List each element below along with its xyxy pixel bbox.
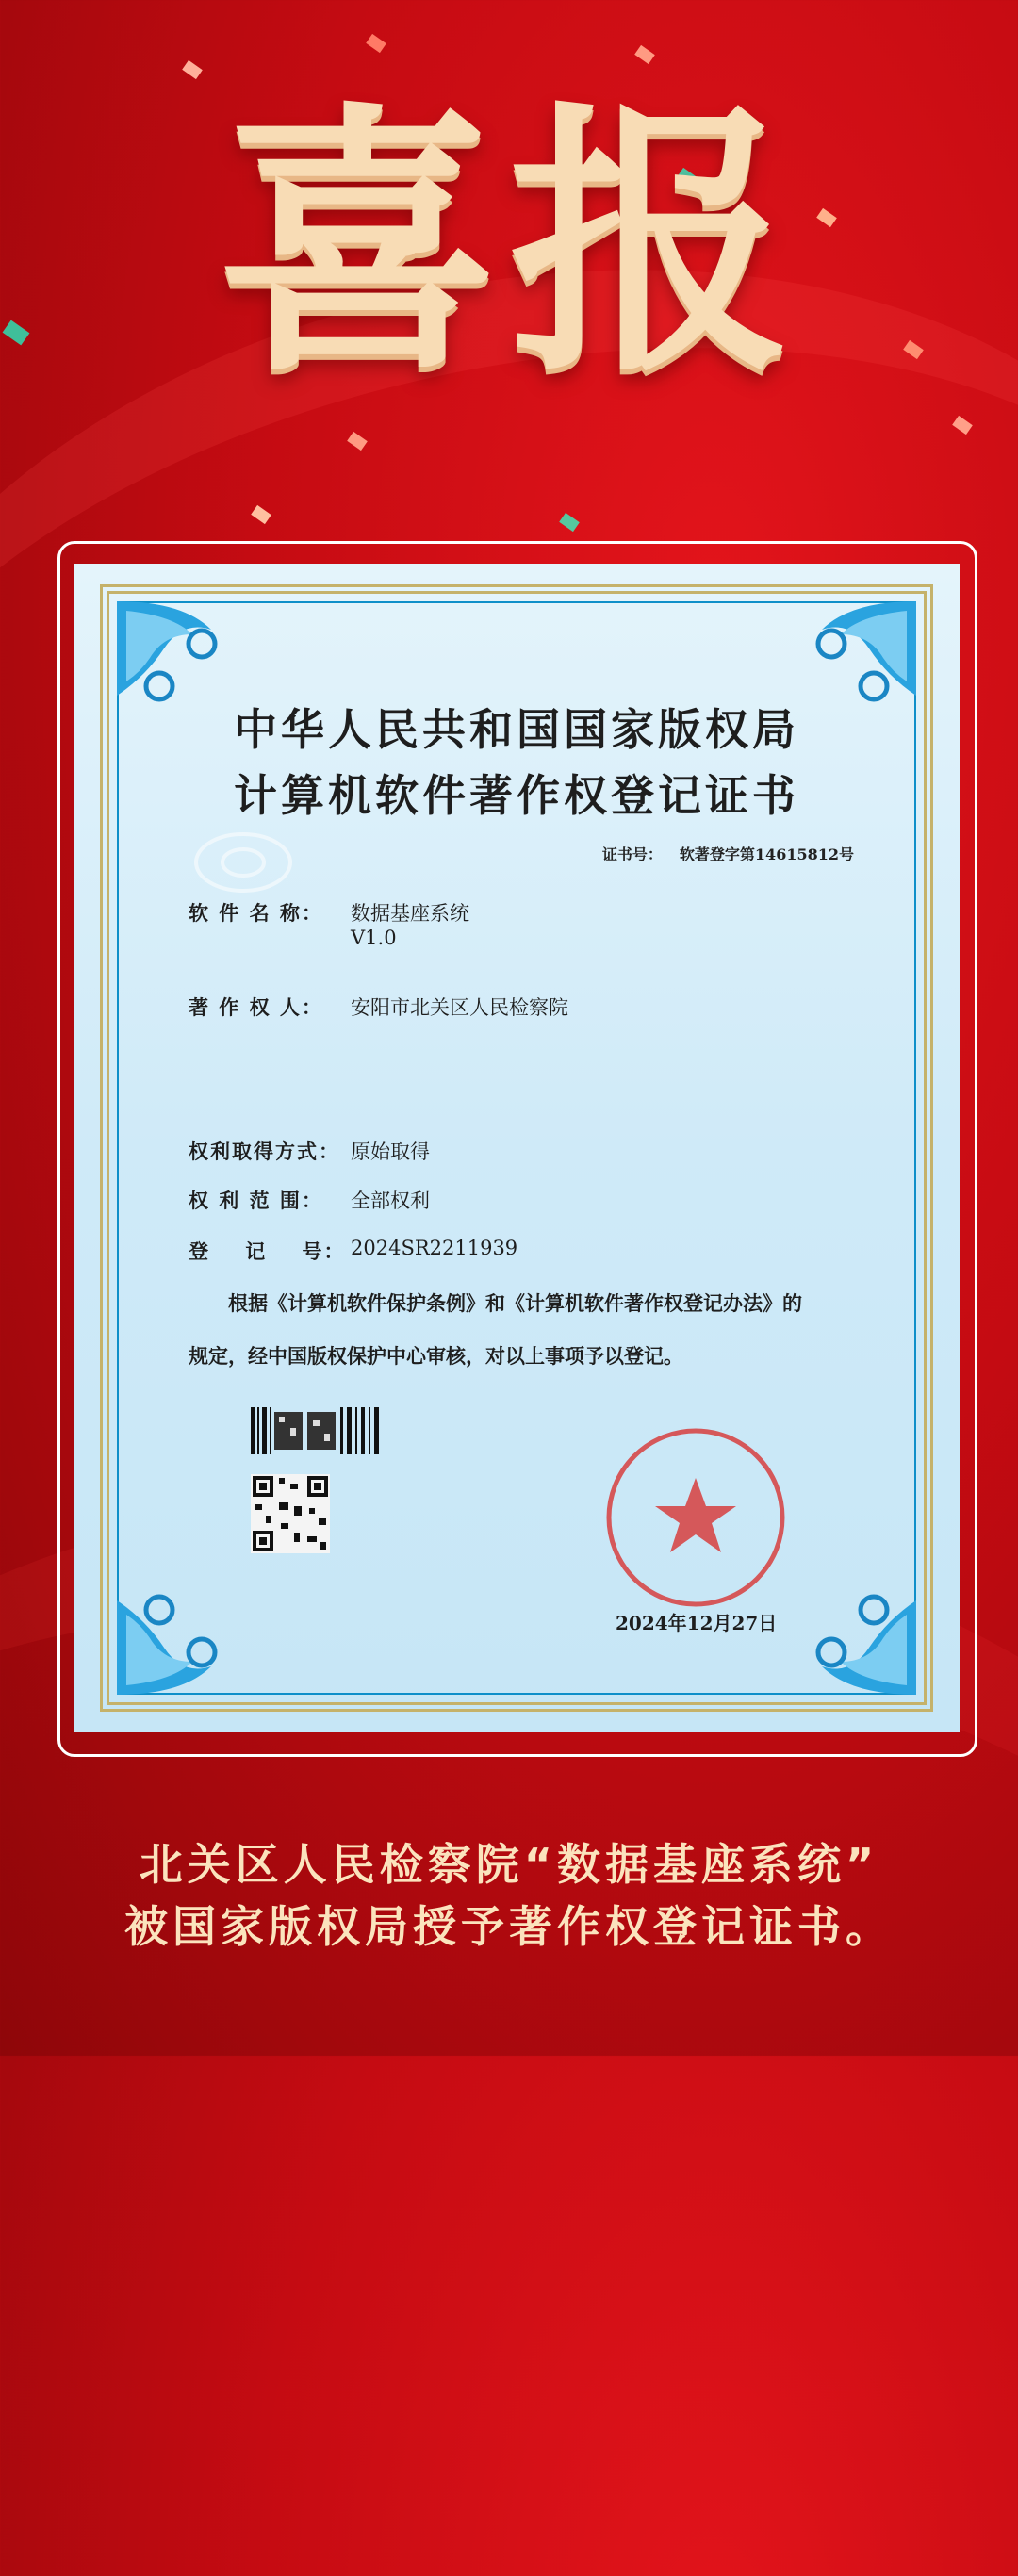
ornament-corner-icon xyxy=(784,1563,926,1704)
confetti-piece xyxy=(366,34,386,53)
barcode-icon xyxy=(251,1407,381,1454)
registration-number-label: 登 记 号： xyxy=(189,1239,346,1263)
confetti-piece xyxy=(182,60,203,79)
scope-label: 权 利 范 围： xyxy=(189,1189,323,1212)
watermark-emblem-icon xyxy=(191,829,295,895)
certificate xyxy=(74,564,960,1732)
caption xyxy=(0,1833,1018,1958)
acquisition-label: 权利取得方式： xyxy=(189,1140,340,1163)
field-scope xyxy=(189,1186,430,1214)
headline: 喜报 xyxy=(217,80,801,409)
field-registration-number xyxy=(189,1237,517,1265)
ornament-corner-icon xyxy=(107,1563,249,1704)
owner-value: 安阳市北关区人民检察院 xyxy=(351,996,568,1019)
field-software-name xyxy=(189,898,469,949)
issue-date: 2024年12月27日 xyxy=(616,1612,778,1634)
caption-line2: 被国家版权局授予著作权登记证书。 xyxy=(124,1901,894,1952)
certificate-title-line1: 中华人民共和国国家版权局 xyxy=(234,704,799,755)
software-name-value: 数据基座系统 xyxy=(351,902,469,925)
acquisition-value: 原始取得 xyxy=(351,1140,430,1163)
field-acquisition xyxy=(189,1137,430,1165)
certificate-paragraph-line2: 规定，经中国版权保护中心审核，对以上事项予以登记。 xyxy=(189,1344,683,1368)
registration-number-value: 2024SR2211939 xyxy=(351,1237,518,1259)
certificate-number xyxy=(602,843,854,864)
certificate-number-label: 证书号： xyxy=(601,845,663,863)
software-name-label: 软 件 名 称： xyxy=(189,901,323,925)
certificate-paragraph-line1: 根据《计算机软件保护条例》和《计算机软件著作权登记办法》的 xyxy=(228,1291,802,1315)
field-owner xyxy=(189,993,568,1021)
certificate-number-value: 软著登字第14615812号 xyxy=(679,845,854,863)
official-seal-icon xyxy=(601,1423,790,1612)
scope-value: 全部权利 xyxy=(351,1190,430,1212)
owner-label: 著 作 权 人： xyxy=(189,995,323,1019)
software-version: V1.0 xyxy=(351,927,397,949)
certificate-title-line2: 计算机软件著作权登记证书 xyxy=(234,770,799,821)
caption-line1: 北关区人民检察院“数据基座系统” xyxy=(139,1839,879,1890)
confetti-piece xyxy=(634,45,655,64)
qr-code-icon xyxy=(251,1474,330,1553)
